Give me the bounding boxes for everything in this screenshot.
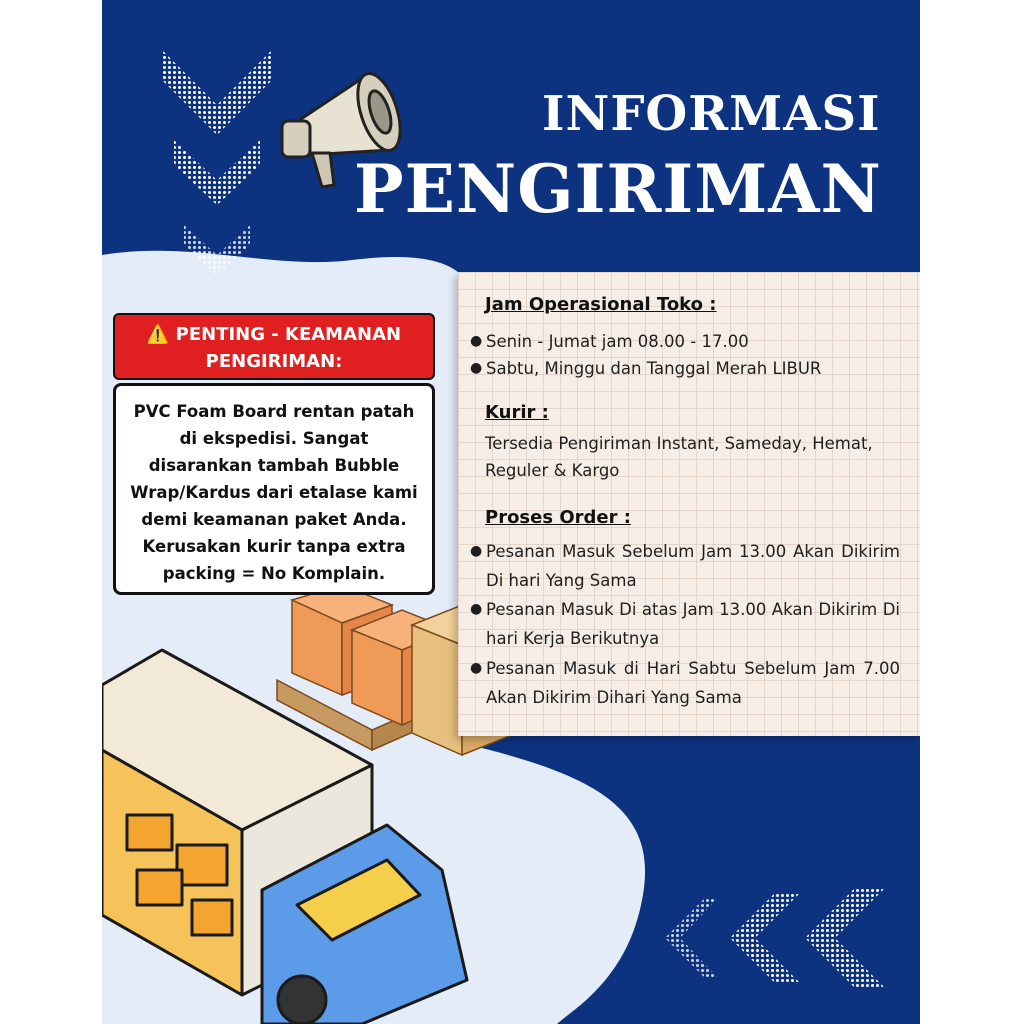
chevron-down-icon: [162, 50, 272, 280]
poster: [102, 0, 920, 1024]
warning-icon: ⚠️: [146, 324, 170, 345]
warning-heading-line-1: PENTING - KEAMANAN: [175, 324, 402, 345]
section-title-proses: Proses Order :: [485, 507, 631, 528]
warning-body: PVC Foam Board rentan patah di ekspedisi. Sangat disarankan tambah Bubble Wrap/Kardus dari etalase kami demi keamanan paket Anda. Kerusakan kurir tanpa extra packing = No Komplain.: [113, 383, 435, 595]
section-title-jam: Jam Operasional Toko :: [485, 294, 717, 315]
bullet-icon: ●: [470, 543, 483, 559]
title-line-2: PENGIRIMAN: [354, 150, 882, 228]
kurir-text: Tersedia Pengiriman Instant, Sameday, Hemat, Reguler & Kargo: [485, 434, 873, 480]
bullet-icon: ●: [470, 601, 483, 617]
bullet-icon: ●: [470, 660, 483, 676]
bullet-icon: ●: [470, 333, 483, 349]
title-line-1: INFORMASI: [542, 86, 881, 142]
delivery-truck-illustration: [102, 640, 482, 1024]
bullet-icon: ●: [470, 360, 483, 376]
warning-heading: [113, 313, 435, 380]
section-title-kurir: Kurir :: [485, 402, 549, 423]
warning-heading-line-2: PENGIRIMAN:: [205, 351, 343, 372]
info-card: Jam Operasional Toko : ● Senin - Jumat jam 08.00 - 17.00 ● Sabtu, Minggu dan Tanggal Merah LIBUR Kurir : Tersedia Pengiriman Instant, Sameday, Hemat, Reguler & Kargo Proses Order : ● Pesanan Masuk Sebelum Jam 13.00 Akan Dikirim Di hari Yang Sama ● Pesanan Masuk Di atas Jam 13.00 Akan Dikirim Di hari Kerja Berikutnya ● Pesanan Masuk di Hari Sabtu Sebelum Jam 7.00 Akan Dikirim Dihari Yang Sama: [458, 272, 920, 736]
chevron-left-icon: [660, 888, 890, 988]
